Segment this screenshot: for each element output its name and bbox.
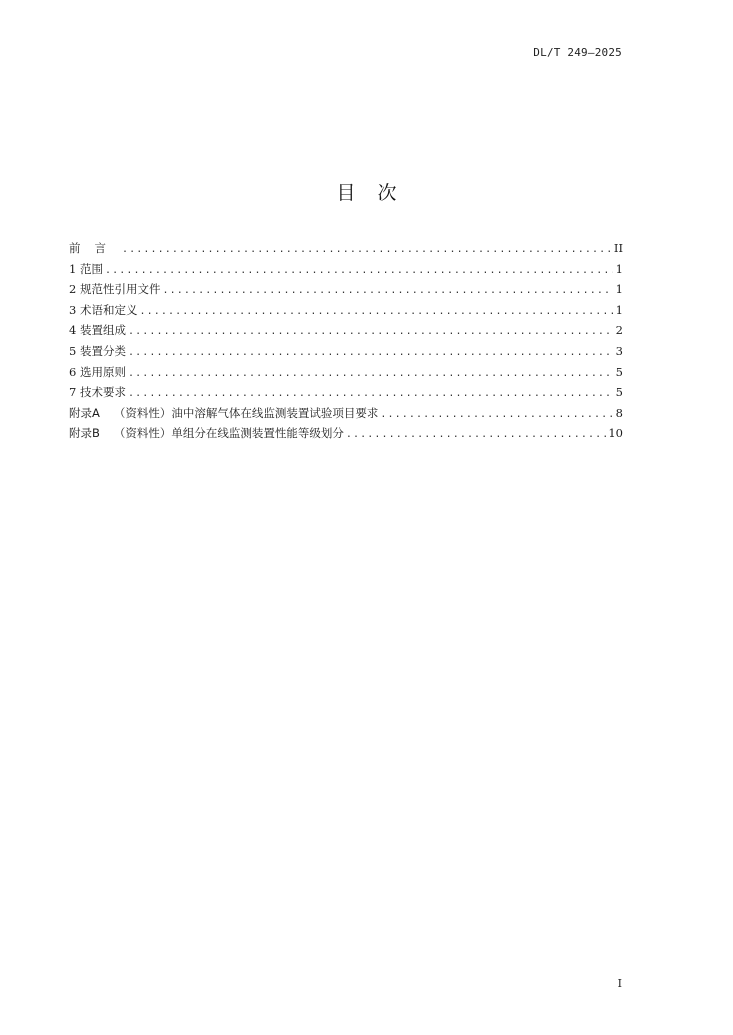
toc-entry-page: 1 — [615, 302, 623, 317]
document-code: DL/T 249—2025 — [533, 46, 622, 59]
toc-entry-page: 2 — [615, 323, 623, 338]
toc-annex-tag: 附录B — [69, 426, 100, 441]
toc-entry-technical-requirements[interactable] — [69, 382, 623, 403]
toc-entry-page: 1 — [615, 282, 623, 297]
toc-entry-foreword[interactable] — [69, 238, 623, 259]
toc-entry-label: 技术要求 — [79, 385, 126, 400]
toc-leader-dots — [128, 384, 613, 405]
toc-entry-label: 装置分类 — [79, 343, 126, 358]
toc-entry-device-classification[interactable] — [69, 341, 623, 362]
toc-entry-selection-principles[interactable] — [69, 362, 623, 383]
toc-leader-dots — [346, 425, 606, 446]
toc-entry-label: 术语和定义 — [79, 302, 138, 317]
toc-entry-label: 规范性引用文件 — [79, 282, 161, 297]
toc-entry-page: 1 — [615, 261, 623, 276]
toc-entry-number: 7 — [69, 385, 77, 400]
toc-entry-page: 5 — [615, 385, 623, 400]
toc-entry-page: 3 — [615, 343, 623, 358]
toc-leader-dots — [105, 261, 613, 282]
toc-entry-annex-b[interactable] — [69, 423, 623, 444]
toc-entry-terms-definitions[interactable] — [69, 300, 623, 321]
toc-leader-dots — [122, 240, 612, 261]
toc-leader-dots — [128, 364, 613, 385]
toc-leader-dots — [128, 343, 613, 364]
toc-title-part-1: 目 — [336, 182, 356, 204]
toc-entry-scope[interactable] — [69, 259, 623, 280]
toc-entry-annex-a[interactable] — [69, 403, 623, 424]
toc-leader-dots — [139, 302, 613, 323]
toc-list — [69, 238, 623, 444]
toc-entry-normative-references[interactable] — [69, 279, 623, 300]
toc-entry-page: 8 — [615, 405, 623, 420]
toc-entry-device-composition[interactable] — [69, 320, 623, 341]
toc-entry-number: 1 — [69, 261, 77, 276]
toc-leader-dots — [380, 405, 613, 426]
toc-title — [0, 178, 733, 205]
toc-entry-label: 前言 — [69, 241, 120, 255]
toc-entry-page: II — [613, 241, 623, 255]
toc-leader-dots — [162, 281, 613, 302]
toc-entry-page: 10 — [608, 426, 623, 441]
toc-entry-label: （资料性）单组分在线监测装置性能等级划分 — [113, 426, 344, 441]
toc-entry-label: 装置组成 — [79, 323, 126, 338]
toc-entry-label: （资料性）油中溶解气体在线监测装置试验项目要求 — [113, 405, 379, 420]
toc-entry-label: 范围 — [79, 261, 103, 276]
toc-entry-number: 5 — [69, 343, 77, 358]
toc-entry-number: 2 — [69, 282, 77, 297]
toc-entry-number: 6 — [69, 364, 77, 379]
toc-annex-tag: 附录A — [69, 405, 100, 420]
toc-entry-number: 3 — [69, 302, 77, 317]
page-number: I — [617, 977, 622, 990]
toc-title-part-2: 次 — [377, 182, 397, 204]
toc-entry-label: 选用原则 — [79, 364, 126, 379]
toc-entry-page: 5 — [615, 364, 623, 379]
toc-leader-dots — [128, 322, 613, 343]
toc-entry-number: 4 — [69, 323, 77, 338]
